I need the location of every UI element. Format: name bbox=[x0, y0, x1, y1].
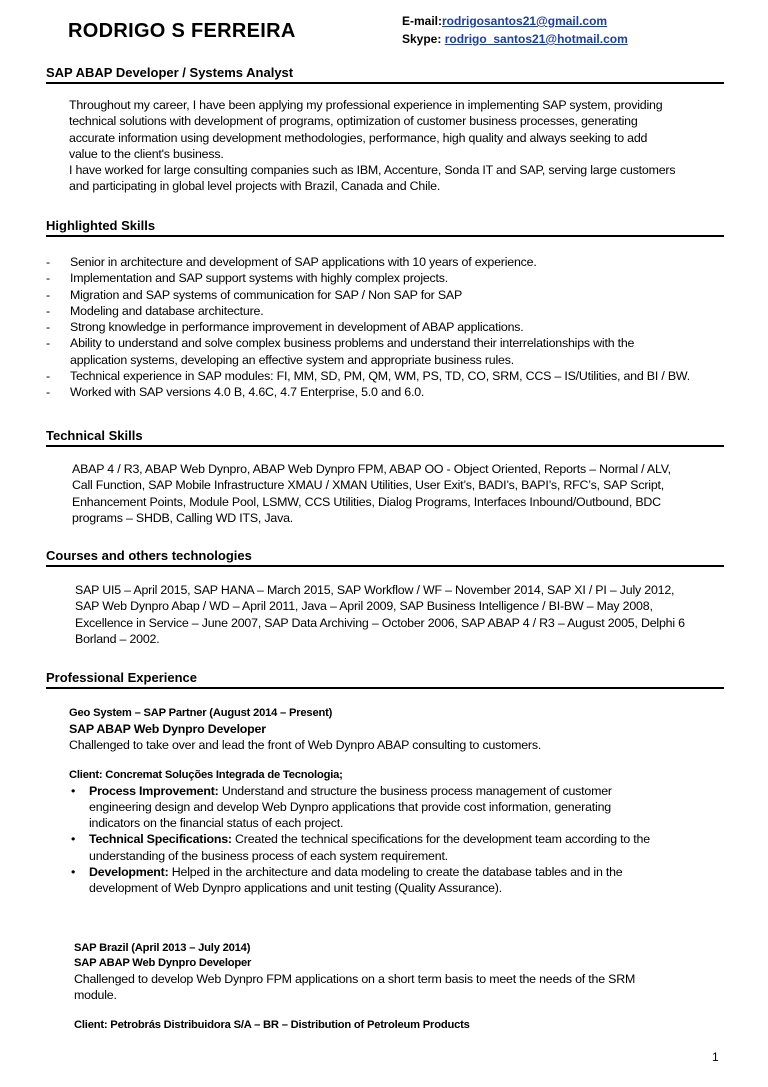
job-geo-system bbox=[69, 706, 729, 897]
dash-marker: - bbox=[46, 255, 50, 269]
technical-line: programs – SHDB, Calling WD ITS, Java. bbox=[72, 510, 294, 525]
technical-line: ABAP 4 / R3, ABAP Web Dynpro, ABAP Web Dynpro FPM, ABAP OO - Object Oriented, Reports – Normal / ALV, bbox=[72, 462, 671, 476]
dash-marker: - bbox=[46, 287, 50, 302]
dash-marker: - bbox=[46, 320, 50, 335]
highlighted-heading: Highlighted Skills bbox=[46, 218, 724, 237]
job-sap-brazil bbox=[74, 941, 729, 1033]
bullet-label: Technical Specifications: bbox=[89, 832, 232, 847]
technical-heading: Technical Skills bbox=[46, 428, 724, 447]
job-role: SAP ABAP Web Dynpro Developer bbox=[69, 722, 266, 736]
list-item bbox=[46, 254, 726, 270]
courses-line: Borland – 2002. bbox=[75, 631, 160, 646]
summary-line: and participating in global level projects with Brazil, Canada and Chile. bbox=[69, 179, 441, 194]
item-text: Implementation and SAP support systems with highly complex projects. bbox=[70, 271, 449, 286]
bullet-label: Process Improvement: bbox=[89, 783, 219, 798]
job-client: Client: Concremat Soluções Integrada de Tecnologia; bbox=[69, 768, 343, 781]
summary-line: technical solutions with development of programs, optimization of customer business processes, generating bbox=[69, 114, 638, 129]
technical-line: Call Function, SAP Mobile Infrastructure XMAU / XMAN Utilities, User Exit’s, BADI’s, BAPI’s, RFC’s, SAP Script, bbox=[72, 478, 665, 493]
summary-line: accurate information using development methodologies, performance, high quality and always seeking to add bbox=[69, 130, 648, 145]
courses-line: SAP UI5 – April 2015, SAP HANA – March 2015, SAP Workflow / WF – November 2014, SAP XI / PI – July 2012, bbox=[75, 583, 675, 597]
email-row bbox=[402, 12, 628, 30]
experience-heading: Professional Experience bbox=[46, 670, 724, 689]
page-number: 1 bbox=[712, 1050, 719, 1064]
dash-marker: - bbox=[46, 303, 50, 318]
summary-text bbox=[69, 97, 729, 195]
job-description: Challenged to develop Web Dynpro FPM applications on a short term basis to meet the needs of the SRM bbox=[74, 972, 636, 986]
job-bullets bbox=[65, 783, 729, 897]
skype-link[interactable]: rodrigo_santos21@hotmail.com bbox=[444, 32, 628, 46]
email-link[interactable]: rodrigosantos21@gmail.com bbox=[442, 14, 608, 28]
bullet-marker: • bbox=[71, 783, 76, 798]
email-label: E-mail: bbox=[402, 14, 443, 28]
list-item bbox=[46, 335, 726, 368]
summary-line: Throughout my career, I have been applying my professional experience in implementing SAP system, providing bbox=[69, 98, 663, 112]
dash-marker: - bbox=[46, 336, 50, 351]
item-text: Worked with SAP versions 4.0 B, 4.6C, 4.7 Enterprise, 5.0 and 6.0. bbox=[70, 385, 425, 400]
bullet-text: engineering design and develop Web Dynpro applications that provide cost information, generating bbox=[89, 799, 611, 814]
item-text: Senior in architecture and development of SAP applications with 10 years of experience. bbox=[70, 255, 537, 269]
item-text: Modeling and database architecture. bbox=[70, 303, 264, 318]
list-item bbox=[65, 831, 729, 864]
item-text: Technical experience in SAP modules: FI, MM, SD, PM, QM, WM, PS, TD, CO, SRM, CCS – IS/Utilities, and BI / BW. bbox=[70, 369, 690, 384]
job-description: module. bbox=[74, 988, 117, 1003]
bullet-marker: • bbox=[71, 832, 76, 847]
summary-line: value to the client's business. bbox=[69, 146, 224, 161]
bullet-text: Helped in the architecture and data modeling to create the database tables and in the bbox=[168, 865, 623, 880]
bullet-text: development of Web Dynpro applications and unit testing (Quality Assurance). bbox=[89, 881, 502, 896]
list-item bbox=[46, 368, 726, 384]
technical-line: Enhancement Points, Module Pool, LSMW, CCS Utilities, Dialog Programs, Interfaces Inbound/Outbound, BDC bbox=[72, 494, 661, 509]
summary-heading: SAP ABAP Developer / Systems Analyst bbox=[46, 65, 724, 84]
list-item bbox=[65, 864, 729, 897]
courses-heading: Courses and others technologies bbox=[46, 548, 724, 567]
summary-line: I have worked for large consulting companies such as IBM, Accenture, Sonda IT and SAP, serving large customers bbox=[69, 163, 676, 178]
technical-text bbox=[72, 461, 727, 526]
list-item bbox=[46, 270, 726, 286]
list-item bbox=[46, 303, 726, 319]
list-item bbox=[46, 384, 726, 400]
candidate-name: RODRIGO S FERREIRA bbox=[68, 20, 296, 42]
courses-line: SAP Web Dynpro Abap / WD – April 2011, Java – April 2009, SAP Business Intelligence / BI-BW – May 2008, bbox=[75, 599, 653, 614]
job-company: Geo System – SAP Partner (August 2014 – Present) bbox=[69, 707, 333, 719]
bullet-text: indicators on the financial status of each project. bbox=[89, 816, 344, 831]
job-description: Challenged to take over and lead the front of Web Dynpro ABAP consulting to customers. bbox=[69, 738, 542, 753]
dash-marker: - bbox=[46, 271, 50, 286]
dash-marker: - bbox=[46, 369, 50, 384]
dash-marker: - bbox=[46, 385, 50, 400]
item-text: Ability to understand and solve complex business problems and understand their interrelationships with the bbox=[70, 336, 635, 351]
highlighted-list bbox=[46, 254, 726, 401]
bullet-text: Understand and structure the business process management of customer bbox=[218, 783, 612, 798]
bullet-label: Development: bbox=[89, 865, 169, 880]
bullet-text: Created the technical specifications for the development team according to the bbox=[231, 832, 650, 847]
courses-line: Excellence in Service – June 2007, SAP Data Archiving – October 2006, SAP ABAP 4 / R3 – August 2005, Delphi 6 bbox=[75, 615, 685, 630]
item-text: Migration and SAP systems of communication for SAP / Non SAP for SAP bbox=[70, 287, 463, 302]
list-item bbox=[65, 783, 729, 832]
list-item bbox=[46, 319, 726, 335]
bullet-marker: • bbox=[71, 865, 76, 880]
contact-block bbox=[402, 12, 628, 48]
job-role: SAP ABAP Web Dynpro Developer bbox=[74, 957, 252, 969]
list-item bbox=[46, 287, 726, 303]
courses-text bbox=[75, 582, 727, 647]
bullet-text: understanding of the business process of each system requirement. bbox=[89, 848, 448, 863]
item-text: Strong knowledge in performance improvement in development of ABAP applications. bbox=[70, 320, 524, 335]
skype-label: Skype: bbox=[402, 32, 442, 46]
job-company: SAP Brazil (April 2013 – July 2014) bbox=[74, 942, 251, 954]
job-client: Client: Petrobrás Distribuidora S/A – BR – Distribution of Petroleum Products bbox=[74, 1018, 470, 1031]
item-text: application systems, developing an effective system and appropriate business rules. bbox=[70, 352, 514, 367]
skype-row bbox=[402, 30, 628, 48]
